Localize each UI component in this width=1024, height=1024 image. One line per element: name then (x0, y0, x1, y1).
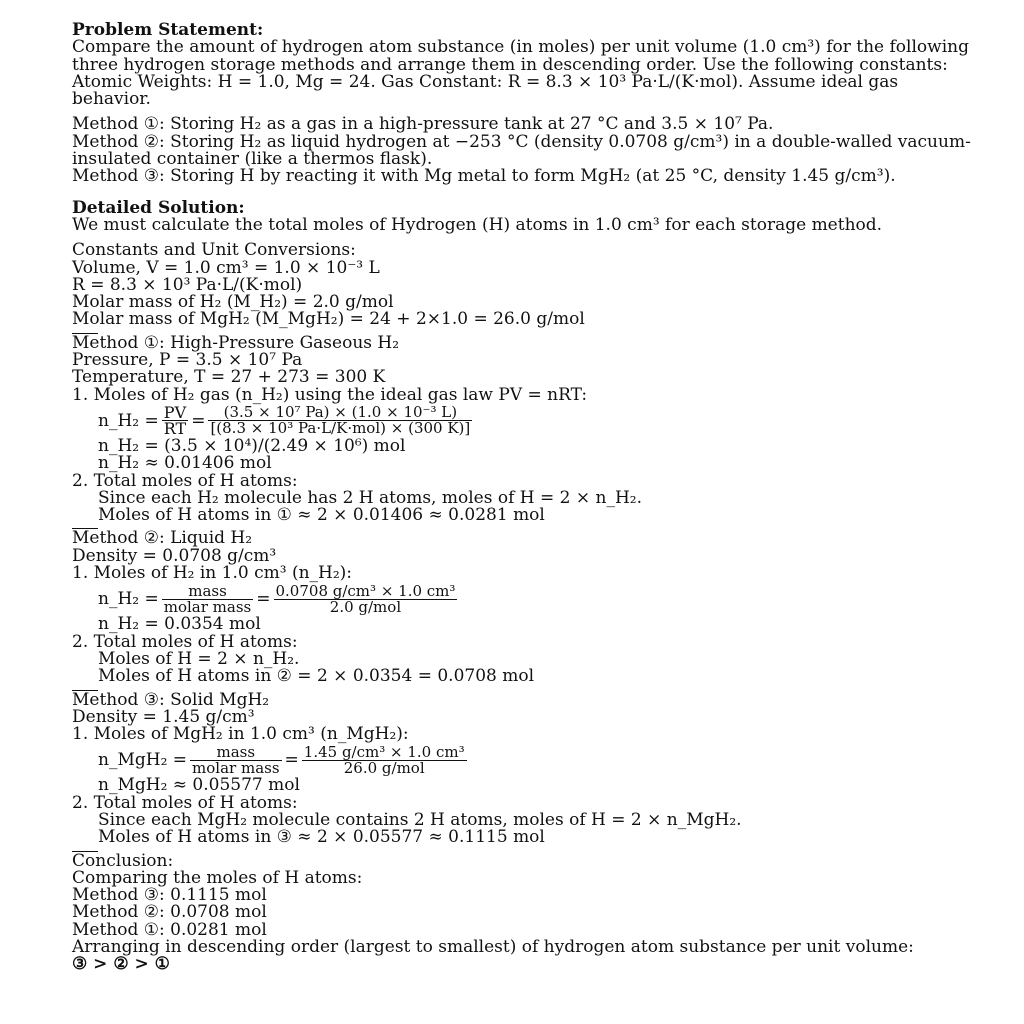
m1-line2: n_H₂ = (3.5 × 10⁴)/(2.49 × 10⁶) mol (98, 435, 406, 456)
solution-heading: Detailed Solution: (72, 197, 245, 218)
m2-f2-denominator: 2.0 g/mol (329, 597, 402, 616)
m1-eq-equals: = (191, 410, 206, 431)
m2-step2-b: Moles of H atoms in ② = 2 × 0.0354 = 0.0708 mol (98, 666, 535, 687)
conclusion-result-3: Method ③: 0.1115 mol (72, 885, 267, 906)
m1-f1-denominator: RT (163, 419, 187, 439)
m2-step1: 1. Moles of H₂ in 1.0 cm³ (n_H₂): (72, 563, 353, 584)
m1-step2-a: Since each H₂ molecule has 2 H atoms, moles of H = 2 × n_H₂. (98, 487, 643, 508)
m1-fraction-2 (208, 405, 472, 436)
m3-f1-numerator: mass (190, 745, 282, 761)
m2-eq-equals: = (256, 589, 271, 610)
m3-eq-equals: = (284, 750, 299, 771)
problem-section (72, 22, 972, 186)
m2-eq-lhs: n_H₂ = (98, 589, 159, 610)
m3-step2: 2. Total moles of H atoms: (72, 792, 298, 813)
m2-f1-denominator: molar mass (163, 597, 252, 616)
m2-equation (72, 582, 972, 616)
m1-temperature: Temperature, T = 27 + 273 = 300 K (72, 367, 386, 388)
m2-step2-a: Moles of H = 2 × n_H₂. (98, 648, 300, 669)
m1-f2-numerator: (3.5 × 10⁷ Pa) × (1.0 × 10⁻³ L) (208, 405, 472, 421)
m3-step2-a: Since each MgH₂ molecule contains 2 H atoms, moles of H = 2 × n_MgH₂. (98, 809, 742, 830)
m3-f1-denominator: molar mass (192, 758, 280, 777)
constant-volume: Volume, V = 1.0 cm³ = 1.0 × 10⁻³ L (72, 257, 380, 278)
m3-step1: 1. Moles of MgH₂ in 1.0 cm³ (n_MgH₂): (72, 724, 409, 745)
constant-r: R = 8.3 × 10³ Pa·L/(K·mol) (72, 274, 303, 295)
m3-f2-denominator: 26.0 g/mol (343, 758, 425, 777)
m1-f1-numerator: PV (162, 405, 188, 421)
m1-step2: 2. Total moles of H atoms: (72, 470, 298, 491)
m1-pressure: Pressure, P = 3.5 × 10⁷ Pa (72, 350, 303, 371)
m2-fraction-1 (162, 581, 254, 616)
m2-f2-numerator: 0.0708 g/cm³ × 1.0 cm³ (275, 581, 456, 600)
m3-line2: n_MgH₂ ≈ 0.05577 mol (98, 775, 300, 796)
constant-molar-mgh2: Molar mass of MgH₂ (M_MgH₂) = 24 + 2×1.0 = 26.0 g/mol (72, 309, 585, 330)
constant-molar-h2: Molar mass of H₂ (M_H₂) = 2.0 g/mol (72, 292, 394, 313)
conclusion-order: ③ > ② > ① (72, 954, 170, 975)
problem-method-2: Method ②: Storing H₂ as liquid hydrogen at −253 °C (density 0.0708 g/cm³) in a double-walled vacuum-insulated container (like a thermos flask). (72, 131, 971, 170)
solution-intro: We must calculate the total moles of Hydrogen (H) atoms in 1.0 cm³ for each storage method. (72, 214, 883, 235)
m1-equation (72, 404, 972, 438)
m3-fraction-1 (190, 742, 282, 777)
m2-f1-numerator: mass (162, 584, 254, 600)
m3-fraction-2 (302, 742, 467, 777)
document (72, 22, 972, 974)
conclusion-arrange: Arranging in descending order (largest to smallest) of hydrogen atom substance per unit volume: (72, 937, 914, 958)
conclusion-result-2: Method ②: 0.0708 mol (72, 902, 267, 923)
m3-step2-b: Moles of H atoms in ③ ≈ 2 × 0.05577 ≈ 0.1115 mol (98, 827, 545, 848)
conclusion-result-1: Method ①: 0.0281 mol (72, 919, 267, 940)
m2-title: Method ②: Liquid H₂ (72, 528, 253, 549)
m1-line3: n_H₂ ≈ 0.01406 mol (98, 453, 272, 474)
m3-f2-numerator: 1.45 g/cm³ × 1.0 cm³ (303, 742, 465, 761)
m3-title: Method ③: Solid MgH₂ (72, 689, 270, 710)
m3-equation (72, 743, 972, 777)
conclusion-title: Conclusion: (72, 850, 174, 871)
problem-heading: Problem Statement: (72, 20, 264, 40)
problem-paragraph: Compare the amount of hydrogen atom substance (in moles) per unit volume (1.0 cm³) for the following three hydrogen storage methods and arrange them in descending order. Use the following constants: Atomic Weights: H = 1.0, Mg = 24. Gas Constant: R = 8.3 × 10³ Pa·L/(K·mol). Assume ideal gas behavior. (72, 37, 969, 110)
solution-section (72, 197, 972, 975)
m2-density: Density = 0.0708 g/cm³ (72, 545, 277, 566)
m2-line2: n_H₂ = 0.0354 mol (98, 614, 261, 635)
m2-step2: 2. Total moles of H atoms: (72, 631, 298, 652)
problem-method-1: Method ①: Storing H₂ as a gas in a high-pressure tank at 27 °C and 3.5 × 10⁷ Pa. (72, 114, 774, 135)
m2-fraction-2 (274, 581, 458, 616)
m3-eq-lhs: n_MgH₂ = (98, 750, 188, 771)
m1-title: Method ①: High-Pressure Gaseous H₂ (72, 332, 400, 353)
m1-step2-b: Moles of H atoms in ① ≈ 2 × 0.01406 ≈ 0.0281 mol (98, 505, 545, 526)
m1-step1: 1. Moles of H₂ gas (n_H₂) using the ideal gas law PV = nRT: (72, 384, 588, 405)
m1-eq-lhs: n_H₂ = (98, 410, 159, 431)
m1-fraction-1 (162, 403, 188, 439)
m3-density: Density = 1.45 g/cm³ (72, 706, 255, 727)
m1-f2-denominator: [(8.3 × 10³ Pa·L/K·mol) × (300 K)] (210, 419, 471, 438)
constants-title: Constants and Unit Conversions: (72, 240, 356, 261)
conclusion-compare: Comparing the moles of H atoms: (72, 867, 363, 888)
problem-method-3: Method ③: Storing H by reacting it with Mg metal to form MgH₂ (at 25 °C, density 1.45 g/cm³). (72, 166, 896, 187)
